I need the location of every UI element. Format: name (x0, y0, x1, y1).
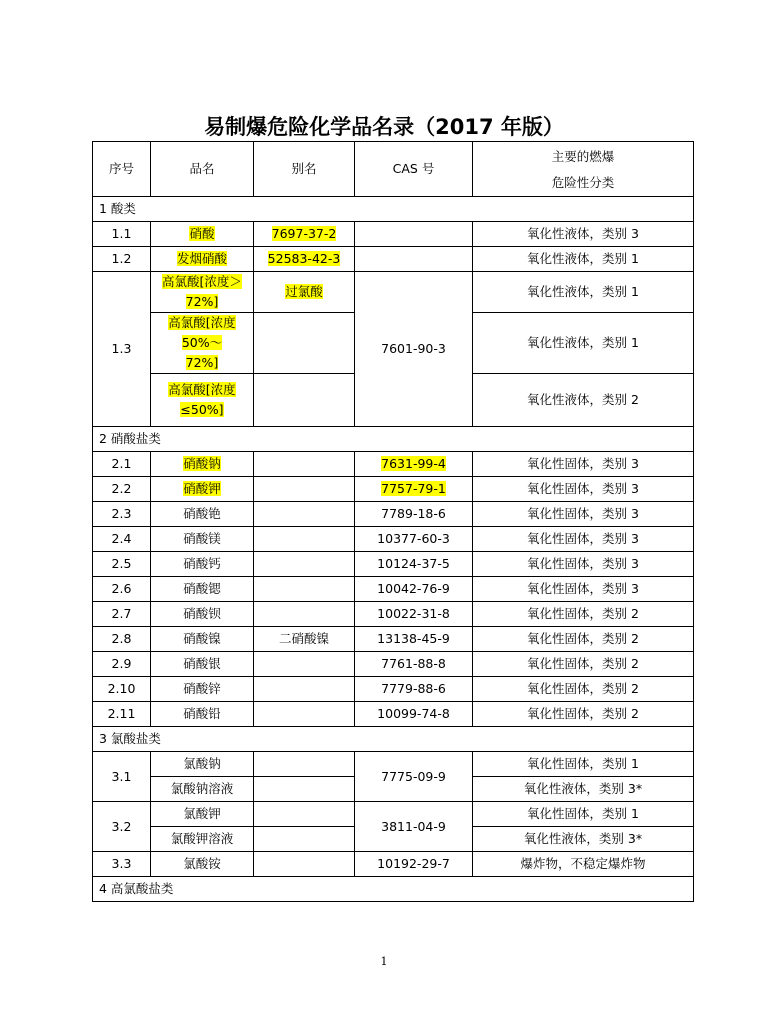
table-row (93, 627, 694, 652)
cell-name (151, 313, 254, 374)
cell-name: 硝酸铯 (151, 502, 254, 527)
cell-alias (254, 702, 355, 727)
cell-no: 3.1 (93, 752, 151, 802)
cell-alias (254, 222, 355, 247)
table-row (93, 577, 694, 602)
cell-category: 氧化性固体，类别 3 (473, 452, 694, 477)
header-category (473, 142, 694, 197)
cell-name-text: 硝酸钠 (183, 456, 221, 471)
cell-alias (254, 852, 355, 877)
cell-category: 氧化性液体，类别 1 (473, 313, 694, 374)
cell-cas-text: 7631-99-4 (381, 456, 446, 471)
cell-category: 爆炸物，不稳定爆炸物 (473, 852, 694, 877)
cell-cas: 7601-90-3 (355, 272, 473, 427)
cell-name-text: 高氯酸[浓度 (168, 382, 236, 397)
cell-name: 氯酸铵 (151, 852, 254, 877)
cell-alias (254, 452, 355, 477)
cell-cas: 13138-45-9 (355, 627, 473, 652)
cell-name: 氯酸钾溶液 (151, 827, 254, 852)
header-no: 序号 (93, 142, 151, 197)
cell-cas: 10022-31-8 (355, 602, 473, 627)
cell-category: 氧化性固体，类别 2 (473, 677, 694, 702)
table-row (93, 552, 694, 577)
cell-name (151, 477, 254, 502)
table-row (93, 802, 694, 827)
cell-alias (254, 374, 355, 427)
table-row (93, 222, 694, 247)
cell-name (151, 247, 254, 272)
cell-category: 氧化性液体，类别 3 (473, 222, 694, 247)
header-cas: CAS 号 (355, 142, 473, 197)
cell-no: 2.9 (93, 652, 151, 677)
cell-name-text: 发烟硝酸 (176, 251, 227, 266)
cell-no: 3.3 (93, 852, 151, 877)
cell-category: 氧化性液体，类别 1 (473, 247, 694, 272)
cell-name (151, 222, 254, 247)
table-row (93, 752, 694, 777)
cell-cas: 7775-09-9 (355, 752, 473, 802)
cell-alias (254, 272, 355, 313)
table-row (93, 852, 694, 877)
cell-alias-text: 52583-42-3 (267, 251, 341, 266)
cell-name-text: ≤50%] (180, 402, 224, 417)
cell-category: 氧化性固体，类别 3 (473, 552, 694, 577)
cell-name (151, 452, 254, 477)
cell-category: 氧化性液体，类别 2 (473, 374, 694, 427)
cell-alias (254, 602, 355, 627)
cell-cas-text: 7757-79-1 (381, 481, 446, 496)
cell-alias (254, 247, 355, 272)
cell-cas: 3811-04-9 (355, 802, 473, 852)
section-row (93, 877, 694, 902)
table-row (93, 477, 694, 502)
cell-cas: 10192-29-7 (355, 852, 473, 877)
cell-category: 氧化性液体，类别 3* (473, 827, 694, 852)
page-number: 1 (380, 955, 388, 968)
cell-no: 2.1 (93, 452, 151, 477)
section-nitrates: 2 硝酸盐类 (93, 427, 694, 452)
table-row (93, 602, 694, 627)
table-row (93, 702, 694, 727)
cell-name-text: 硝酸 (189, 226, 215, 241)
cell-name-text: 72%] (185, 355, 219, 370)
section-perchlorates: 4 高氯酸盐类 (93, 877, 694, 902)
cell-name: 硝酸钡 (151, 602, 254, 627)
cell-alias (254, 527, 355, 552)
cell-category: 氧化性液体，类别 3* (473, 777, 694, 802)
cell-name (151, 272, 254, 313)
section-acids: 1 酸类 (93, 197, 694, 222)
table-row (93, 527, 694, 552)
cell-no: 3.2 (93, 802, 151, 852)
table-row (93, 272, 694, 313)
cell-category: 氧化性固体，类别 3 (473, 502, 694, 527)
cell-no: 2.6 (93, 577, 151, 602)
cell-name-text: 硝酸钾 (183, 481, 221, 496)
cell-category: 氧化性固体，类别 2 (473, 627, 694, 652)
header-name: 品名 (151, 142, 254, 197)
cell-name-text: 高氯酸[浓度 50%～ (168, 315, 236, 350)
table-header-row (93, 142, 694, 197)
table-row (93, 452, 694, 477)
cell-no: 2.4 (93, 527, 151, 552)
cell-cas: 10099-74-8 (355, 702, 473, 727)
header-category-line1: 主要的燃爆 (551, 149, 615, 164)
cell-no: 2.7 (93, 602, 151, 627)
cell-alias (254, 502, 355, 527)
table-row (93, 247, 694, 272)
cell-cas: 10042-76-9 (355, 577, 473, 602)
cell-no: 2.5 (93, 552, 151, 577)
cell-no: 2.11 (93, 702, 151, 727)
cell-alias (254, 802, 355, 827)
cell-category: 氧化性固体，类别 2 (473, 652, 694, 677)
cell-alias (254, 677, 355, 702)
page-title: 易制爆危险化学品名录（2017 年版） (204, 115, 564, 139)
cell-cas: 10377-60-3 (355, 527, 473, 552)
cell-alias: 二硝酸镍 (254, 627, 355, 652)
cell-category: 氧化性固体，类别 2 (473, 602, 694, 627)
header-category-line2: 危险性分类 (551, 175, 615, 190)
table-row (93, 652, 694, 677)
cell-no: 1.1 (93, 222, 151, 247)
cell-cas: 7761-88-8 (355, 652, 473, 677)
table-row (93, 502, 694, 527)
cell-alias (254, 477, 355, 502)
cell-category: 氧化性固体，类别 2 (473, 702, 694, 727)
cell-alias-text: 过氯酸 (285, 284, 323, 299)
cell-no: 2.3 (93, 502, 151, 527)
cell-name (151, 374, 254, 427)
cell-alias-text: 7697-37-2 (271, 226, 337, 241)
cell-no: 1.3 (93, 272, 151, 427)
cell-name: 硝酸锌 (151, 677, 254, 702)
cell-name: 硝酸镁 (151, 527, 254, 552)
cell-name: 硝酸镍 (151, 627, 254, 652)
cell-cas: 10124-37-5 (355, 552, 473, 577)
cell-alias (254, 313, 355, 374)
cell-no: 2.2 (93, 477, 151, 502)
section-row (93, 427, 694, 452)
cell-name: 氯酸钠 (151, 752, 254, 777)
cell-alias (254, 827, 355, 852)
cell-cas: 7779-88-6 (355, 677, 473, 702)
cell-no: 1.2 (93, 247, 151, 272)
section-chlorates: 3 氯酸盐类 (93, 727, 694, 752)
cell-category: 氧化性固体，类别 1 (473, 752, 694, 777)
cell-name: 硝酸锶 (151, 577, 254, 602)
cell-cas (355, 452, 473, 477)
cell-category: 氧化性固体，类别 3 (473, 477, 694, 502)
cell-cas (355, 247, 473, 272)
cell-no: 2.8 (93, 627, 151, 652)
cell-category: 氧化性固体，类别 3 (473, 577, 694, 602)
table-row (93, 677, 694, 702)
cell-cas: 7789-18-6 (355, 502, 473, 527)
cell-alias (254, 577, 355, 602)
chemicals-table (92, 141, 694, 902)
cell-alias (254, 752, 355, 777)
section-row (93, 197, 694, 222)
cell-name: 硝酸铅 (151, 702, 254, 727)
cell-name-text: 高氯酸[浓度＞72%] (162, 274, 242, 309)
cell-name: 氯酸钾 (151, 802, 254, 827)
cell-alias (254, 552, 355, 577)
cell-alias (254, 777, 355, 802)
cell-category: 氧化性固体，类别 3 (473, 527, 694, 552)
cell-cas (355, 222, 473, 247)
cell-alias (254, 652, 355, 677)
cell-name: 氯酸钠溶液 (151, 777, 254, 802)
section-row (93, 727, 694, 752)
header-alias: 别名 (254, 142, 355, 197)
cell-name: 硝酸钙 (151, 552, 254, 577)
cell-name: 硝酸银 (151, 652, 254, 677)
cell-category: 氧化性固体，类别 1 (473, 802, 694, 827)
cell-category: 氧化性液体，类别 1 (473, 272, 694, 313)
cell-no: 2.10 (93, 677, 151, 702)
cell-cas (355, 477, 473, 502)
